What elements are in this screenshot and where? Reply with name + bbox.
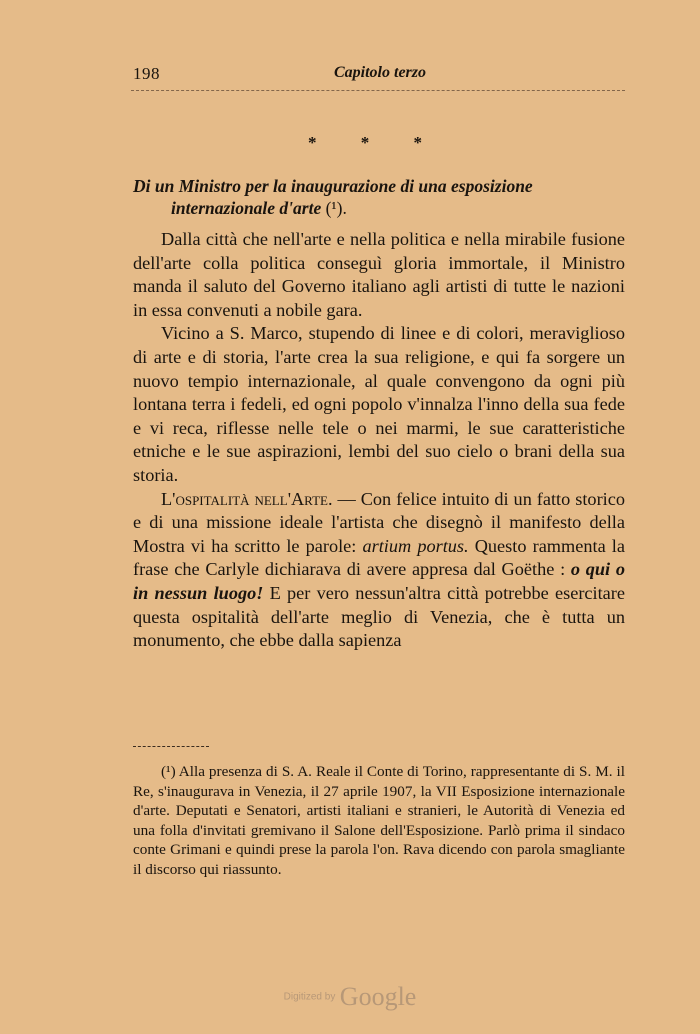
body-text	[133, 228, 625, 653]
running-head: Capitolo terzo	[333, 64, 426, 81]
footnote-rule	[133, 746, 209, 747]
watermark	[0, 982, 700, 1012]
paragraph-3-text-c: E per vero nessun'altra città potrebbe esercitare questa ospitalità dell'arte meglio di Venezia, che è tutta un monumento, che ebbe dalla sapienza	[133, 582, 625, 651]
paragraph-1: Dalla città che nell'arte e nella politica e nella mirabile fusione dell'arte colla politica conseguì gloria immortale, il Ministro manda il saluto del Governo italiano agli artisti di tutte le nazioni in essa convenuti a nobile gara.	[133, 229, 625, 320]
paragraph-2: Vicino a S. Marco, stupendo di linee e di colori, meraviglioso di arte e di storia, l'arte crea la sua religione, e qui fa sorgere un nuovo tempio internazionale, al quale convengono da ogni più lontana terra i fedeli, ed ogni popolo v'innalza l'inno della sua fede e vi reca, riflesse nelle tele o nei marmi, le sue caratteristiche etniche e le sue aspirazioni, lembi del suo cielo o brani della sua storia.	[133, 323, 625, 485]
header-rule	[131, 90, 625, 91]
section-title-line2	[133, 197, 628, 219]
footnote-reference[interactable]: (¹).	[325, 198, 347, 218]
paragraph-3-heading: L'ospitalità nell'Arte.	[161, 488, 333, 509]
quote-goethe: o qui o in nessun luogo!	[133, 559, 626, 603]
section-title-line1: Di un Ministro per la inaugurazione di una esposizione	[133, 176, 533, 196]
section-separator: * * *	[308, 133, 442, 152]
paragraph-3	[133, 488, 625, 653]
watermark-prefix: Digitized by	[283, 991, 336, 1003]
footnote-text: (¹) Alla presenza di S. A. Reale il Conte di Torino, rappresentante di S. M. il Re, s'inaugurava in Venezia, il 27 aprile 1907, la VII Esposizione internazionale d'arte. Deputati e Senatori, artisti italiani e stranieri, le Autorità di Venezia ed una folla d'invitati gremivano il Salone dell'Esposizione. Parlò prima il sindaco conte Grimani e quindi prese la parola l'on. Rava dicendo con parola smagliante il discorso qui riassunto.	[133, 763, 625, 878]
section-title	[133, 175, 628, 219]
page-number: 198	[133, 64, 160, 83]
paragraph-3-text-b: Questo rammenta la frase che Carlyle dichiarava di avere appresa dal Goëthe :	[133, 535, 625, 580]
quote-artium-portus: artium portus.	[362, 535, 469, 556]
section-title-line2-text: internazionale d'arte	[171, 198, 322, 218]
google-logo: Google	[339, 982, 417, 1011]
paragraph-3-text-a: — Con felice intuito di un fatto storico e di una missione ideale l'artista che disegnò il manifesto della Mostra vi ha scritto le parole:	[133, 488, 625, 556]
footnote	[133, 762, 625, 880]
